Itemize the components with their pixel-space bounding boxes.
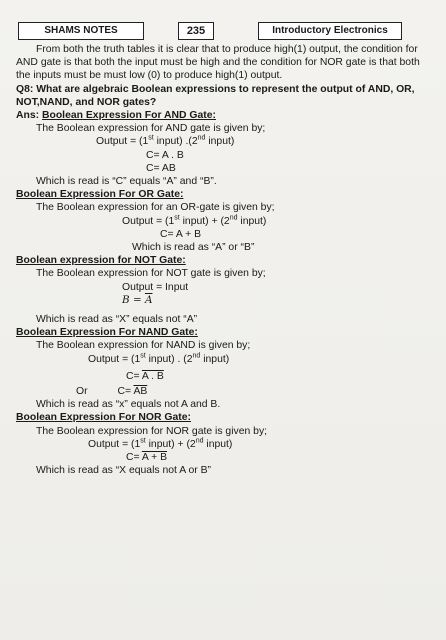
question-text: Q8: What are algebraic Boolean expressions to represent the output of AND, OR, NOT,NAND, and NOR gates? bbox=[16, 83, 415, 108]
nor-heading: Boolean Expression For NOR Gate: bbox=[16, 412, 191, 424]
and-read: Which is read is “C” equals “A” and “B”. bbox=[36, 176, 217, 188]
and-heading: Boolean Expression For AND Gate: bbox=[41, 110, 216, 122]
and-eq1: C= A . B bbox=[146, 149, 184, 161]
nand-eq2: Or $C= \overline{AB}$ bbox=[76, 386, 148, 398]
nand-output: Output = (1st input) . (2nd input) bbox=[88, 352, 230, 365]
not-desc: The Boolean expression for NOT gate is given by; bbox=[36, 268, 266, 280]
and-eq2: C= AB bbox=[146, 162, 176, 174]
nor-desc: The Boolean expression for NOR gate is given by; bbox=[36, 425, 268, 437]
not-output: Output = Input bbox=[122, 281, 189, 293]
nor-read: Which is read as “X equals not A or B” bbox=[36, 465, 211, 477]
or-heading: Boolean Expression For OR Gate: bbox=[16, 189, 184, 201]
nand-heading: Boolean Expression For NAND Gate: bbox=[16, 327, 198, 339]
or-eq1: C= A + B bbox=[160, 228, 202, 240]
and-desc: The Boolean expression for AND gate is given by; bbox=[36, 123, 266, 135]
and-output: Output = (1st input) .(2nd input) bbox=[96, 134, 235, 148]
or-desc: The Boolean expression for an OR-gate is given by; bbox=[36, 202, 275, 214]
nor-eq1: C= A + B bbox=[126, 452, 168, 464]
nor-output: Output = (1st input) + (2nd input) bbox=[88, 437, 233, 450]
header-book-title: SHAMS NOTES bbox=[18, 22, 144, 40]
intro-paragraph: From both the truth tables it is clear that to produce high(1) output, the condition for AND gate is that both the input must be high and the condition for NOR gate is that both the inputs must be must low (0) to produce high(1) output. bbox=[16, 44, 420, 82]
nand-read: Which is read as “x” equals not A and B. bbox=[36, 399, 221, 411]
not-read: Which is read as “X” equals not “A” bbox=[36, 314, 198, 326]
page-content bbox=[16, 43, 428, 478]
or-output: Output = (1st input) + (2nd input) bbox=[122, 214, 267, 227]
nand-eq1: C= A . B bbox=[126, 370, 164, 382]
answer-label: Ans: bbox=[16, 110, 42, 122]
header-page-number: 235 bbox=[178, 22, 214, 40]
nand-desc: The Boolean expression for NAND is given by; bbox=[36, 340, 251, 352]
header-subject: Introductory Electronics bbox=[258, 22, 402, 40]
not-eq: $B = \overline{A}$ bbox=[122, 293, 153, 306]
or-read: Which is read as “A” or “B” bbox=[132, 242, 255, 254]
not-heading: Boolean expression for NOT Gate: bbox=[16, 255, 186, 267]
